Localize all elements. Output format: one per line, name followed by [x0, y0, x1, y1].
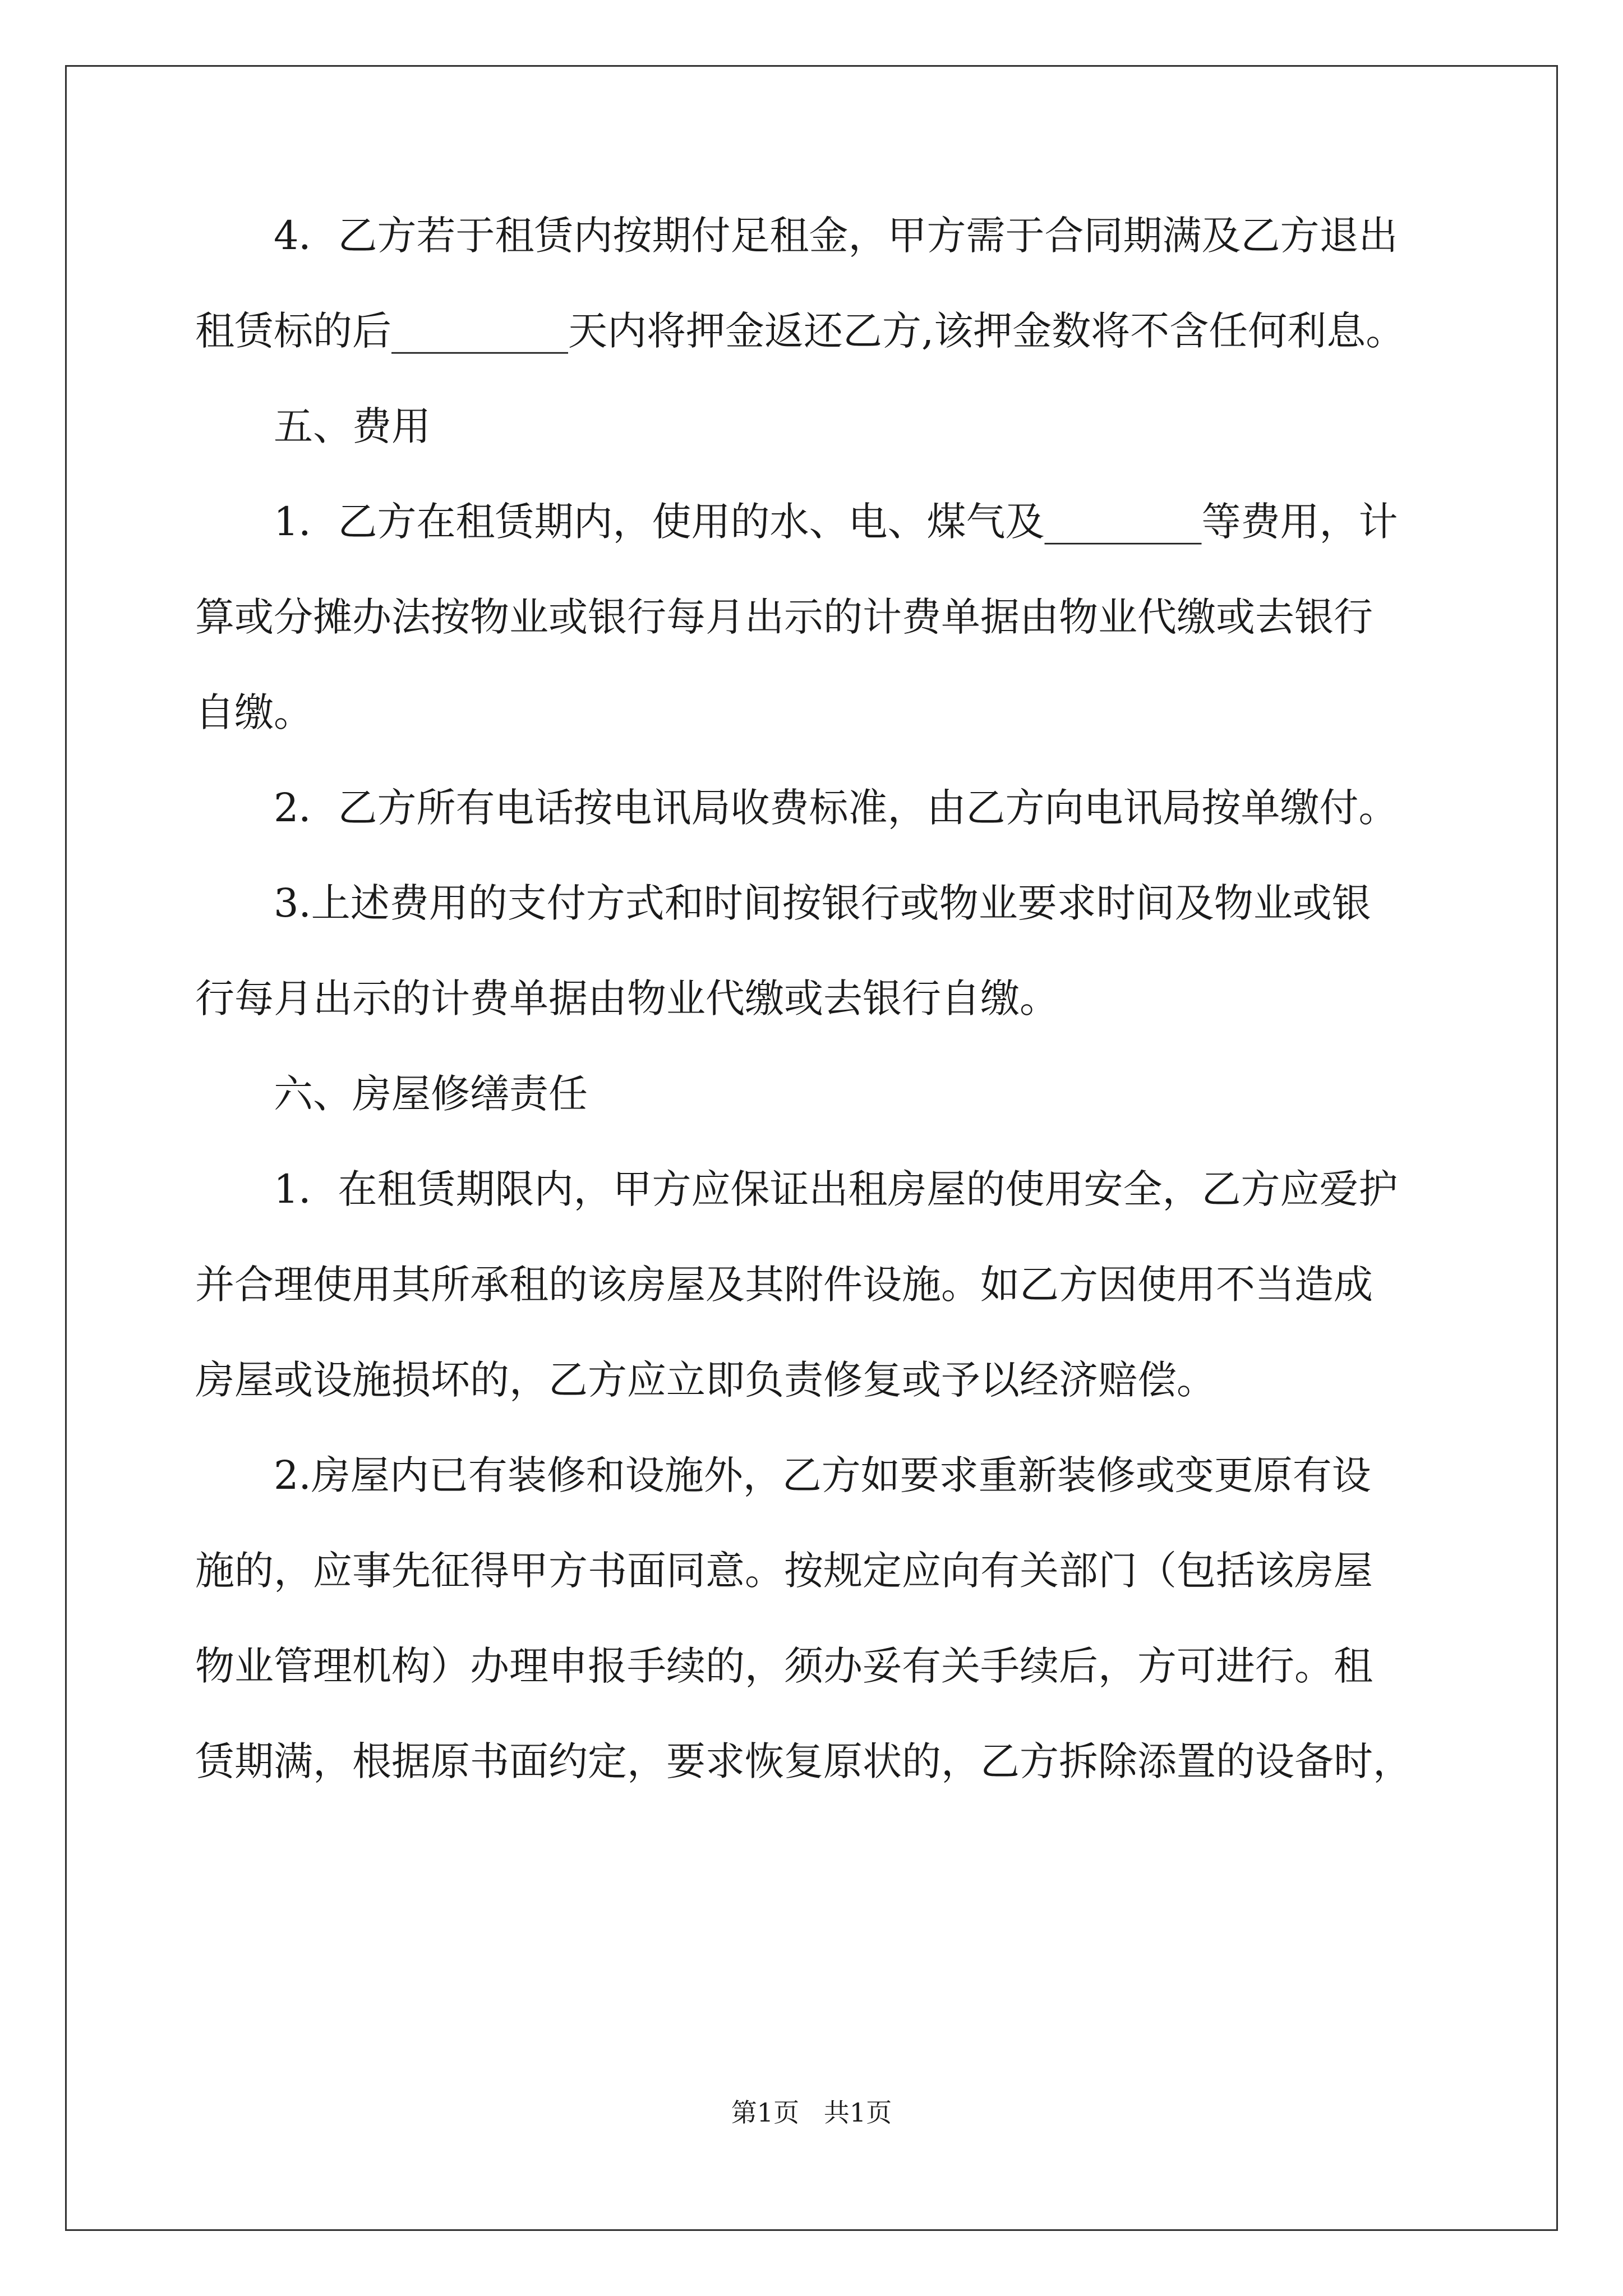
text-line: 房屋或设施损坏的，乙方应立即负责修复或予以经济赔偿。 — [195, 1357, 1216, 1403]
text-line: 算或分摊办法按物业或银行每月出示的计费单据由物业代缴或去银行 — [195, 594, 1373, 640]
text-line: 施的，应事先征得甲方书面同意。按规定应向有关部门（包括该房屋 — [195, 1548, 1373, 1594]
text-line: 3.上述费用的支付方式和时间按银行或物业要求时间及物业或银 — [274, 880, 1371, 926]
text-line: 1．乙方在租赁期内，使用的水、电、煤气及________等费用，计 — [274, 499, 1398, 545]
page-border — [65, 65, 1558, 2231]
section-heading-repairs: 六、房屋修缮责任 — [274, 1071, 588, 1117]
text-line: 2．乙方所有电话按电讯局收费标准，由乙方向电讯局按单缴付。 — [274, 785, 1398, 831]
text-line: 租赁标的后_________天内将押金返还乙方,该押金数将不含任何利息。 — [195, 308, 1405, 354]
text-line: 2.房屋内已有装修和设施外，乙方如要求重新装修或变更原有设 — [274, 1452, 1371, 1498]
text-line: 物业管理机构）办理申报手续的，须办妥有关手续后，方可进行。租 — [195, 1643, 1373, 1689]
text-line: 并合理使用其所承租的该房屋及其附件设施。如乙方因使用不当造成 — [195, 1262, 1373, 1308]
text-line: 1．在租赁期限内，甲方应保证出租房屋的使用安全，乙方应爱护 — [274, 1166, 1398, 1212]
text-line: 赁期满，根据原书面约定，要求恢复原状的，乙方拆除添置的设备时， — [195, 1738, 1412, 1784]
section-heading-fees: 五、费用 — [274, 403, 431, 449]
text-line: 行每月出示的计费单据由物业代缴或去银行自缴。 — [195, 976, 1059, 1022]
text-line: 4．乙方若于租赁内按期付足租金，甲方需于合同期满及乙方退出 — [274, 213, 1398, 259]
page-number-footer: 第1页 共1页 — [731, 2097, 892, 2128]
text-line: 自缴。 — [195, 689, 313, 735]
